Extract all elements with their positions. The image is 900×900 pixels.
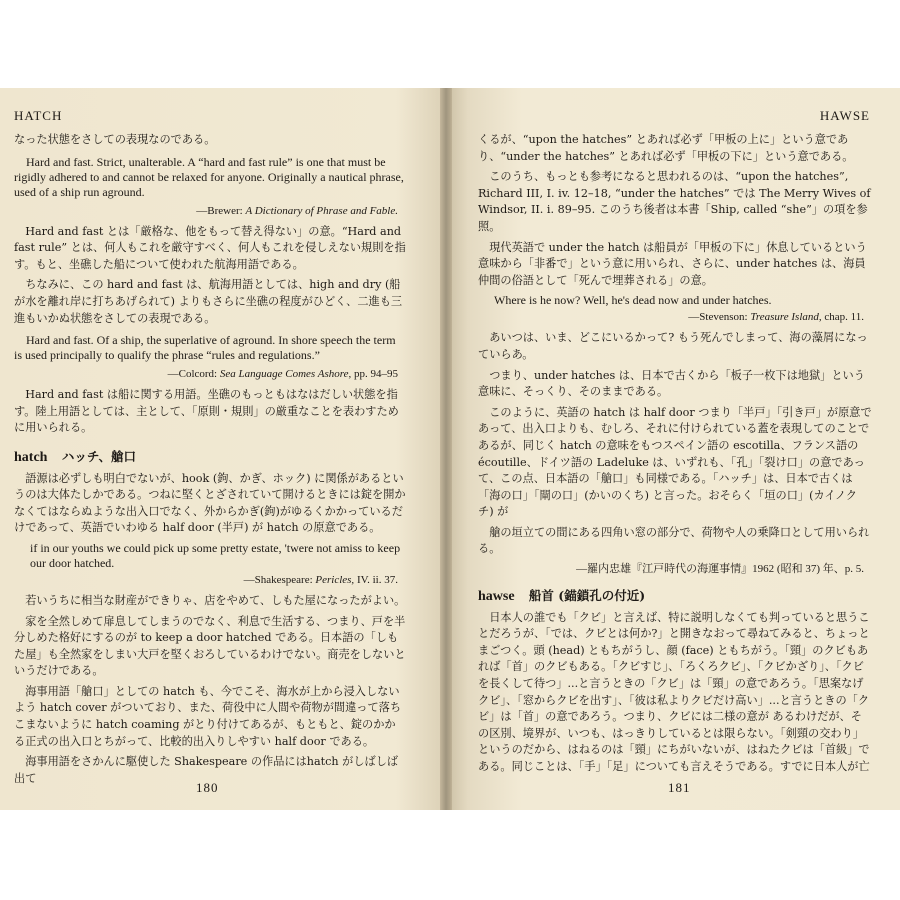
source-title: Pericles, — [315, 573, 355, 586]
left-paragraph-8: 海事用語をさかんに駆使した Shakespeare の作品にはhatch がしばしば出て — [14, 755, 399, 785]
entry-heading-hawse — [478, 588, 872, 606]
right-stevenson-quote: Where is he now? Well, he's dead now and under hatches. — [494, 293, 772, 308]
right-source-2: —羅内忠雄『江戸時代の海運事情』1962 (昭和 37) 年、p. 5. — [576, 563, 864, 576]
left-paragraph-7: 海事用語「艙口」としての hatch も、今でこそ、海水が上から浸入しないよう hatch cover がついており、また、荷役中に人間や荷物が間違って落ちこまないように hatch coaming がとり付けてあるが、もともと、錠のかかる正式の出入口とちがって、比較的出入りしやすい half door である。 — [14, 684, 402, 748]
right-source-1 — [478, 310, 872, 324]
entry-headword: hawse — [478, 589, 515, 605]
entry-gloss: ハッチ、艙口 — [61, 448, 136, 464]
source-title: Sea Language Comes Ashore, — [219, 368, 352, 381]
left-paragraph-6: 家を全然しめて扉息してしまうのでなく、利息で生活する、つまり、戸を半分しめた格好にするのが to keep a door hatched である。日本語の「しもた屋」も全然家をしまい大戸を堅くおろしているわけでない。商売をしないというだけである。 — [14, 614, 406, 678]
open-book — [0, 88, 900, 810]
left-paragraph-2: ちなみに、この hard and fast は、航海用語としては、high and dry (船が水を離れ岸に打ちあげられて) よりもさらに坐礁の程度がひどく、二進も三進もいかぬ状態をさしての表現である。 — [14, 278, 403, 325]
source-pages: pp. 94–95 — [354, 368, 398, 381]
left-paragraph-4: 語源は必ずしも明白でないが、hook (鉤、かぎ、ホック) に関係があるというのは大体たしかである。つねに堅くとざされていて開けるときには錠を開かなくてはならぬような出入口でなく、外からかぎ(鉤)がゆるくかかっているだけであって、英語でいわゆる half door (半戸) が hatch の原意である。 — [14, 471, 406, 535]
running-head-right: HAWSE — [819, 108, 870, 123]
source-author: —Stevenson: — [688, 311, 748, 324]
book-gutter — [440, 88, 452, 810]
right-paragraph-3: 現代英語で under the hatch は船員が「甲板の下に」休息しているという意味から「非番で」という意に用いられ、さらに、under hatches は、海員仲間の俗語として「死んで埋葬される」の意。 — [478, 240, 867, 287]
source-location: IV. ii. 37. — [356, 573, 398, 586]
left-top-line: なった状態をさしての表現なのである。 — [14, 133, 216, 146]
entry-heading-hatch — [14, 449, 406, 467]
left-source-2 — [14, 367, 406, 381]
entry-headword: hatch — [14, 449, 48, 465]
left-english-quote-1: Hard and fast. Strict, unalterable. A “hard and fast rule” is one that must be rigidly adhered to and cannot be relaxed for anyone. Originally a nautical phrase, used of a ship run aground. — [14, 154, 404, 199]
source-author: —Shakespeare: — [243, 573, 313, 586]
right-paragraph-6: このように、英語の hatch は half door つまり「半戸」「引き戸」が原意であって、出入口よりも、むしろ、それに付けられている蓋を表現してのことであるが、同じく hatch の意味をもつスペイン語の escotilla、フランス語の écoutille、ドイツ語の Ladeluke は、いずれも、「孔」「裂け口」の意であって、この点、日本語の「艙口」も同様である。「ハッチ」は、日本で古くは「海の口」「閘の口」(かいのくち) と言った。おそらく「垣の口」(カイノクチ) が — [478, 405, 872, 519]
entry-gloss: 船首 (錨鎖孔の付近) — [528, 588, 646, 604]
source-author: —Colcord: — [167, 368, 218, 381]
source-author: —Brewer: — [196, 204, 243, 217]
left-page-body — [14, 132, 406, 791]
left-paragraph-3: Hard and fast は船に関する用語。坐礁のもっともはなはだしい状態を指す。陸上用語としては、主として、「原則・規則」の厳重なことを表わすために用いられる。 — [14, 388, 399, 435]
page-number-left: 180 — [196, 780, 219, 795]
right-paragraph-4: あいつは、いま、どこにいるかって? もう死んでしまって、海の藻屑になっていらあ。 — [478, 331, 868, 361]
left-source-1 — [14, 204, 406, 218]
right-paragraph-2: このうち、もっとも参考になると思われるのは、“upon the hatches”, Richard III, I. iv. 12–18, “under the hatches” では The Merry Wives of Windsor, II. i. 89–95. このうち後者は本書「Ship, called “she”」の項を参照。 — [478, 170, 871, 233]
page-number-right: 181 — [668, 780, 691, 795]
left-shakespeare-quote: if in our youths we could pick up some pretty estate, 'twere not amiss to keep our door hatched. — [30, 540, 401, 570]
source-title: A Dictionary of Phrase and Fable. — [245, 204, 398, 217]
running-head-left: HATCH — [14, 108, 63, 123]
right-paragraph-7: 艙の垣立ての間にある四角い窓の部分で、荷物や人の乗降口として用いられる。 — [478, 525, 870, 556]
right-page — [452, 88, 900, 810]
left-paragraph-5: 若いうちに相当な財産ができりゃ、店をやめて、しもた屋になったがよい。 — [25, 593, 406, 607]
left-page — [0, 88, 440, 810]
right-page-body — [478, 132, 872, 780]
left-source-3 — [14, 573, 406, 587]
source-title: Treasure Island, — [750, 311, 822, 324]
right-paragraph-1: くるが、“upon the hatches” とあれば必ず「甲板の上に」という意であり、“under the hatches” とあれば必ず「甲板の下に」という意である。 — [478, 133, 854, 163]
left-english-quote-2: Hard and fast. Of a ship, the superlative of aground. In shore speech the term is used principally to qualify the phrase “rules and regulations.” — [14, 333, 396, 363]
right-paragraph-5: つまり、under hatches は、日本で古くから「板子一枚下は地獄」という意味に、そっくり、そのままである。 — [478, 368, 865, 399]
right-paragraph-8: 日本人の誰でも「クビ」と言えば、特に説明しなくても判っていると思うことだろうが、「では、クビとは何か?」と開きなおって尋ねてみると、ちょっとまごつく。頭 (head) ともちがうし、顔 (face) ともちがう。「頸」のクビもあれば「首」のクビもある。「クビすじ」、「ろくろクビ」、「クビかざり」、「クビを長くして待つ」...と言うときの「クビ」は「頸」の意であろう。「思案なげクビ」、「窓からクビを出す」、「彼は私よりクビだけ高い」...と言うときの「クビ」は「首」の意であろう。つまり、クビには二様の意が あるわけだが、その区別、境界が、いつも、はっきりしているとは限らない。「剣頸の交わり」というのだから、はねるのは「頸」にちがいないが、はねたクビは「首級」である。同じことは、「手」「足」についても言えそうである。すでに日本人が亡 — [478, 610, 870, 773]
source-location: chap. 11. — [824, 311, 864, 324]
left-paragraph-1: Hard and fast とは「厳格な、他をもって替え得ない」の意。“Hard and fast rule” とは、何人もこれを厳守すべく、何人もこれを侵しえない規則を指す。もと、坐礁した船について使われた航海用語である。 — [14, 224, 406, 271]
